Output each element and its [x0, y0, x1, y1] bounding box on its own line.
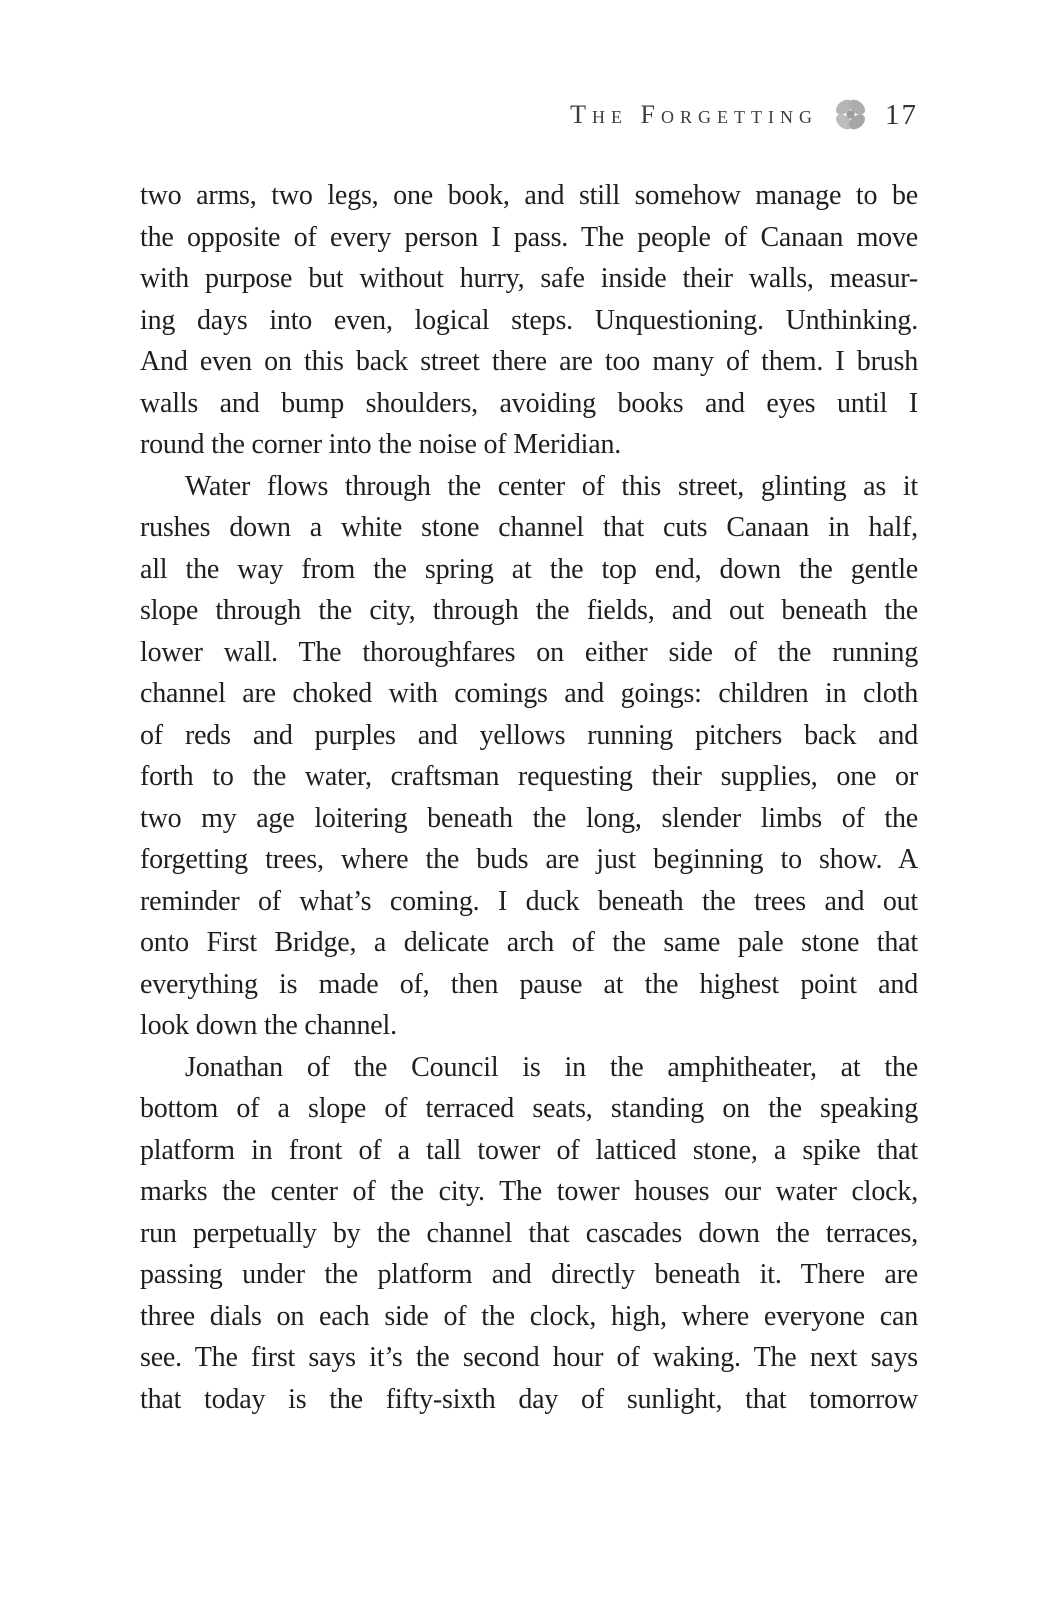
text-line: walls and bump shoulders, avoiding books and eyes until I [140, 387, 918, 419]
text-line: run perpetually by the channel that cascades down the terraces, [140, 1217, 918, 1249]
book-title: The Forgetting [570, 100, 818, 129]
text-line: Water flows through the center of this street, glinting as it [185, 470, 918, 502]
text-line: slope through the city, through the fields, and out beneath the [140, 595, 918, 626]
page-number: 17 [885, 98, 918, 131]
text-line: ing days into even, logical steps. Unquestioning. Unthinking. [140, 304, 918, 336]
paragraph [140, 175, 918, 466]
text-line: that today is the fifty-sixth day of sunlight, that tomorrow [140, 1383, 918, 1415]
text-line: channel are choked with comings and goings: children in cloth [140, 678, 918, 709]
text-line: passing under the platform and directly beneath it. There are [140, 1259, 918, 1290]
text-line: Jonathan of the Council is in the amphitheater, at the [185, 1051, 918, 1083]
text-line: round the corner into the noise of Meridian. [140, 429, 622, 460]
text-line: bottom of a slope of terraced seats, standing on the speaking [140, 1093, 918, 1124]
text-line: two my age loitering beneath the long, slender limbs of the [140, 802, 918, 834]
text-line: And even on this back street there are too many of them. I brush [140, 346, 918, 377]
paragraph [140, 466, 918, 1047]
text-line: see. The first says it’s the second hour of waking. The next says [140, 1342, 918, 1373]
text-line: with purpose but without hurry, safe inside their walls, measur- [140, 263, 918, 294]
text-line: three dials on each side of the clock, high, where everyone can [140, 1300, 918, 1332]
text-line: forth to the water, craftsman requesting their supplies, one or [140, 761, 918, 792]
text-line: reminder of what’s coming. I duck beneath the trees and out [140, 885, 918, 917]
text-line: lower wall. The thoroughfares on either side of the running [140, 636, 918, 668]
text-line: onto First Bridge, a delicate arch of the same pale stone that [140, 927, 918, 958]
text-line: everything is made of, then pause at the highest point and [140, 968, 918, 1000]
text-line: of reds and purples and yellows running pitchers back and [140, 719, 918, 751]
paragraph [140, 1047, 918, 1421]
text-line: rushes down a white stone channel that cuts Canaan in half, [140, 512, 918, 543]
running-header [140, 93, 918, 137]
flower-ornament-icon [832, 97, 869, 137]
text-line: forgetting trees, where the buds are just beginning to show. A [140, 844, 918, 875]
text-line: platform in front of a tall tower of latticed stone, a spike that [140, 1134, 918, 1166]
text-line: the opposite of every person I pass. The people of Canaan move [140, 221, 918, 253]
text-line: look down the channel. [140, 1010, 397, 1041]
page-body [140, 175, 918, 1420]
text-line: marks the center of the city. The tower houses our water clock, [140, 1176, 918, 1207]
text-line: two arms, two legs, one book, and still somehow manage to be [140, 180, 918, 211]
text-line: all the way from the spring at the top end, down the gentle [140, 553, 918, 585]
